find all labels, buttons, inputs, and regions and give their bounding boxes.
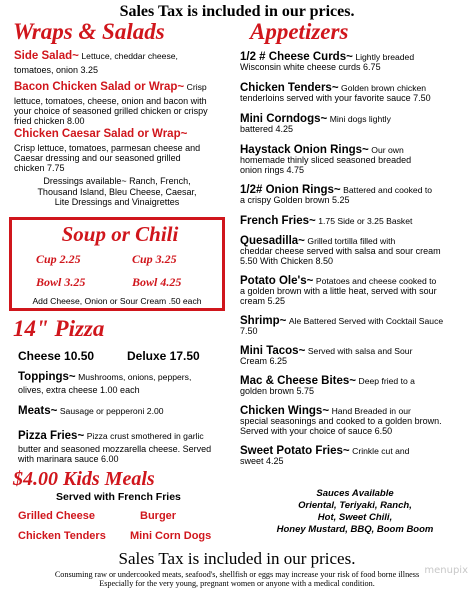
appetizer-desc: 7.50 — [240, 326, 258, 336]
bottom-tax-banner: Sales Tax is included in our prices. — [118, 549, 356, 568]
kids-item-mini-corn-dogs: Mini Corn Dogs — [130, 530, 212, 542]
appetizer-item: Mini Tacos~ Served with salsa and Sour — [240, 345, 413, 357]
wraps-salads-heading: Wraps & Salads — [13, 19, 165, 44]
cheese-pizza-price: Cheese 10.50 — [18, 349, 95, 363]
kids-item-grilled-cheese: Grilled Cheese — [18, 510, 96, 522]
appetizer-desc: battered 4.25 — [240, 124, 294, 134]
appetizer-desc: onion rings 4.75 — [240, 165, 305, 175]
bacon-chicken-desc: your choice of seasoned grilled chicken or crispy — [14, 106, 208, 116]
appetizer-item: Potato Ole's~ Potatoes and cheese cooked to — [240, 275, 437, 287]
appetizer-desc: special seasonings and cooked to a golden brown. — [240, 416, 442, 426]
soup-bowl-large-price: Bowl 4.25 — [132, 275, 182, 289]
appetizer-desc: a golden brown with a little heat, served with sour — [240, 286, 437, 296]
deluxe-pizza-price: Deluxe 17.50 — [127, 349, 200, 363]
soup-cup-small-price: Cup 2.25 — [36, 252, 81, 266]
appetizer-desc: Wisconsin white cheese curds 6.75 — [240, 62, 381, 72]
meats-item: Meats~ Sausage or pepperoni 2.00 — [18, 405, 164, 417]
soup-cup-large-price: Cup 3.25 — [132, 252, 177, 266]
pizza-fries-item: Pizza Fries~ Pizza crust smothered in garlic — [18, 430, 204, 442]
kids-item-burger: Burger — [140, 510, 177, 522]
pizza-fries-desc: with marinara sauce 6.00 — [18, 454, 119, 464]
pizza-heading: 14" Pizza — [13, 316, 105, 341]
appetizer-item: 1/2 # Cheese Curds~ Lightly breaded — [240, 51, 415, 63]
kids-meals-subtitle: Served with French Fries — [56, 491, 181, 503]
food-safety-disclaimer: Consuming raw or undercooked meats, seafood's, shellfish or eggs may increase your risk of food borne illness Especially for the very young, pregnant women or anyone with a medical condition. — [54, 570, 420, 588]
chicken-caesar-item: Chicken Caesar Salad or Wrap~ — [14, 128, 188, 140]
appetizer-item: Chicken Wings~ Hand Breaded in our — [240, 405, 411, 417]
appetizer-desc: Cream 6.25 — [240, 356, 288, 366]
appetizer-item: Chicken Tenders~ Golden brown chicken — [240, 82, 427, 94]
appetizer-item: 1/2# Onion Rings~ Battered and cooked to — [240, 184, 433, 196]
kids-item-chicken-tenders: Chicken Tenders — [18, 530, 106, 542]
appetizer-desc: cheddar cheese served with salsa and sour cream — [240, 246, 441, 256]
appetizer-item: Quesadilla~ Grilled tortilla filled with — [240, 235, 396, 247]
bacon-chicken-item: Bacon Chicken Salad or Wrap~ Crisp — [14, 81, 207, 93]
appetizers-list — [240, 52, 470, 466]
bacon-chicken-desc: lettuce, tomatoes, cheese, onion and bacon with — [14, 96, 207, 106]
appetizer-desc: homemade thinly sliced seasoned breaded — [240, 155, 412, 165]
toppings-item: Toppings~ Mushrooms, onions, peppers, — [18, 371, 192, 383]
watermark: menupix — [424, 565, 468, 576]
chicken-caesar-desc: chicken 7.75 — [14, 163, 65, 173]
top-tax-banner: Sales Tax is included in our prices. — [119, 3, 355, 20]
appetizer-item: Haystack Onion Rings~ Our own — [240, 144, 404, 156]
appetizer-desc: Served with your choice of sauce 6.50 — [240, 426, 393, 436]
appetizer-desc: a crispy Golden brown 5.25 — [240, 195, 350, 205]
bacon-chicken-desc: fried chicken 8.00 — [14, 116, 85, 126]
kids-meals-heading: $4.00 Kids Meals — [13, 468, 155, 490]
side-salad-desc: tomatoes, onion 3.25 — [14, 65, 99, 75]
appetizer-desc: cream 5.25 — [240, 296, 286, 306]
soup-chili-heading: Soup or Chili — [61, 222, 179, 246]
appetizer-desc: golden brown 5.75 — [240, 386, 315, 396]
soup-add-note: Add Cheese, Onion or Sour Cream .50 each — [32, 296, 202, 306]
appetizer-item: Shrimp~ Ale Battered Served with Cocktail Sauce — [240, 315, 444, 327]
sauces-available: Sauces Available Oriental, Teriyaki, Ranch, Hot, Sweet Chili, Honey Mustard, BBQ, Boom Boom — [276, 488, 434, 535]
soup-bowl-small-price: Bowl 3.25 — [36, 275, 86, 289]
side-salad-item: Side Salad~ Lettuce, cheddar cheese, — [14, 50, 178, 62]
chicken-caesar-desc: Caesar dressing and our seasoned grilled — [14, 153, 181, 163]
appetizer-desc: tenderloins served with your favorite sauce 7.50 — [240, 93, 431, 103]
appetizers-heading: Appetizers — [250, 19, 349, 44]
chicken-caesar-desc: Crisp lettuce, tomatoes, parmesan cheese and — [14, 143, 201, 153]
appetizer-item: Mini Corndogs~ Mini dogs lightly — [240, 113, 391, 125]
soup-chili-box — [9, 217, 225, 311]
appetizer-desc: 5.50 With Chicken 8.50 — [240, 256, 334, 266]
appetizer-item: Mac & Cheese Bites~ Deep fried to a — [240, 375, 415, 387]
appetizer-item: Sweet Potato Fries~ Crinkle cut and — [240, 445, 410, 457]
dressings-note: Dressings available~ Ranch, French, Thousand Island, Bleu Cheese, Caesar, Lite Dressings and Vinaigrettes — [37, 176, 197, 207]
appetizer-item: French Fries~ 1.75 Side or 3.25 Basket — [240, 215, 413, 227]
toppings-desc: olives, extra cheese 1.00 each — [18, 385, 140, 395]
pizza-fries-desc: butter and seasoned mozzarella cheese. Served — [18, 444, 212, 454]
appetizer-desc: sweet 4.25 — [240, 456, 284, 466]
